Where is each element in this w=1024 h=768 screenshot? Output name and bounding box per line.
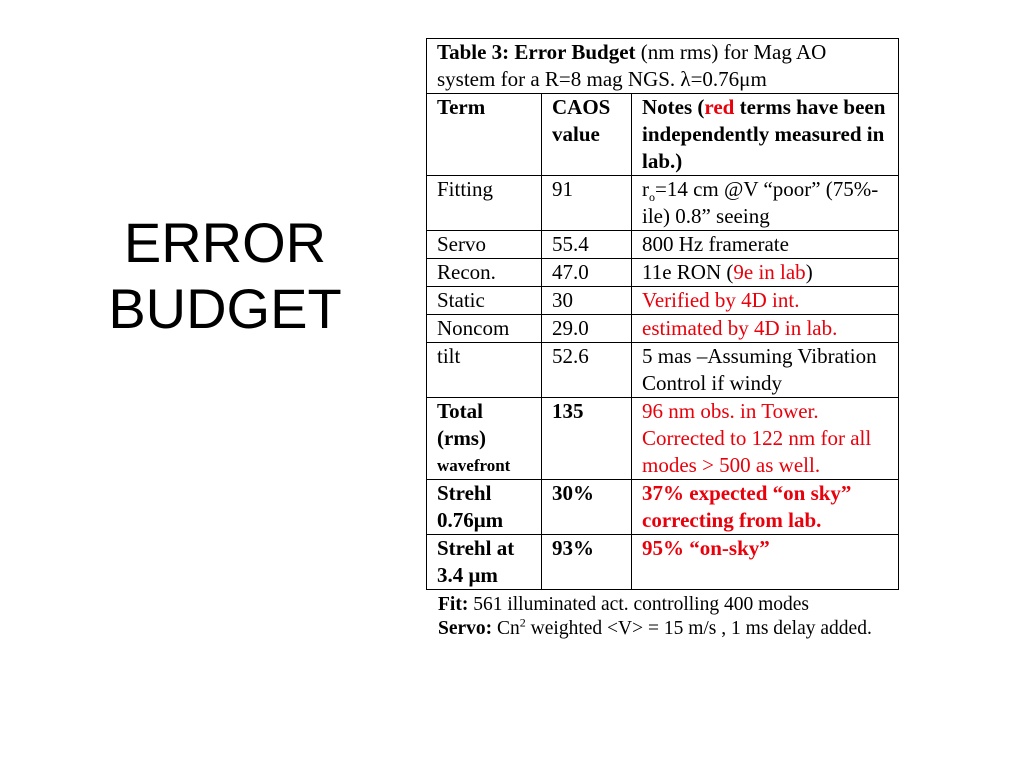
term-line: wavefront xyxy=(437,456,511,475)
table-row xyxy=(427,176,899,231)
header-notes-b: terms have been independently measured in lab.) xyxy=(642,95,886,173)
header-notes-red: red xyxy=(704,95,735,119)
row-term: Static xyxy=(427,287,542,315)
table-row xyxy=(427,231,899,259)
table-caption xyxy=(427,39,899,94)
footnote-label: Fit: xyxy=(438,594,469,615)
footnote-superscript: 2 xyxy=(519,615,526,630)
row-term xyxy=(427,398,542,480)
slide-title-line-2: BUDGET xyxy=(108,277,342,340)
term-line: Strehl at xyxy=(437,536,515,560)
note-part: r xyxy=(642,177,649,201)
note-part: =14 cm @V “poor” (75%-ile) 0.8” seeing xyxy=(642,177,879,228)
caption-bold: Table 3: Error Budget xyxy=(437,40,636,64)
header-notes xyxy=(632,94,899,176)
caption-rest: (nm rms) for Mag AO system for a R=8 mag NGS. λ=0.76μm xyxy=(437,40,827,91)
row-term xyxy=(427,480,542,535)
row-note: 95% “on-sky” xyxy=(632,535,899,590)
row-term: Fitting xyxy=(427,176,542,231)
table-row xyxy=(427,480,899,535)
footnote-text: weighted <V> = 15 m/s , 1 ms delay added. xyxy=(525,618,872,639)
row-note: Verified by 4D int. xyxy=(632,287,899,315)
row-note: 5 mas –Assuming Vibration Control if windy xyxy=(632,343,899,398)
row-note xyxy=(632,259,899,287)
row-value: 91 xyxy=(542,176,632,231)
row-value: 52.6 xyxy=(542,343,632,398)
footnote-text: Cn xyxy=(492,618,520,639)
row-term: Noncom xyxy=(427,315,542,343)
header-notes-a: Notes ( xyxy=(642,95,705,119)
slide-title xyxy=(95,210,355,342)
note-subscript: o xyxy=(649,190,655,205)
table-header-row xyxy=(427,94,899,176)
table-row xyxy=(427,398,899,480)
term-line: 0.76μm xyxy=(437,508,504,532)
note-part: ) xyxy=(805,260,813,284)
table-row xyxy=(427,287,899,315)
row-note: 96 nm obs. in Tower. Corrected to 122 nm for all modes > 500 as well. xyxy=(632,398,899,480)
row-value: 93% xyxy=(542,535,632,590)
row-value: 55.4 xyxy=(542,231,632,259)
row-value: 135 xyxy=(542,398,632,480)
note-part: 11e RON ( xyxy=(642,260,734,284)
slide-title-line-1: ERROR xyxy=(123,211,327,274)
table-row xyxy=(427,535,899,590)
table-caption-row xyxy=(427,39,899,94)
footnote-fit xyxy=(438,593,900,617)
row-term xyxy=(427,535,542,590)
row-value: 29.0 xyxy=(542,315,632,343)
error-budget-table xyxy=(426,38,899,590)
row-note: 800 Hz framerate xyxy=(632,231,899,259)
row-value: 30 xyxy=(542,287,632,315)
error-budget-document xyxy=(426,38,900,641)
row-note: 37% expected “on sky” correcting from lab. xyxy=(632,480,899,535)
row-note: estimated by 4D in lab. xyxy=(632,315,899,343)
footnote-servo xyxy=(438,617,900,641)
table-footnotes xyxy=(426,590,900,641)
footnote-text: 561 illuminated act. controlling 400 modes xyxy=(468,594,809,615)
row-term: Recon. xyxy=(427,259,542,287)
term-line: Strehl xyxy=(437,481,492,505)
row-note xyxy=(632,176,899,231)
row-value: 30% xyxy=(542,480,632,535)
term-line: 3.4 μm xyxy=(437,563,498,587)
footnote-label: Servo: xyxy=(438,618,493,639)
term-line: (rms) xyxy=(437,426,486,450)
row-term: Servo xyxy=(427,231,542,259)
table-row xyxy=(427,343,899,398)
term-line: Total xyxy=(437,399,483,423)
header-term: Term xyxy=(427,94,542,176)
table-row xyxy=(427,259,899,287)
row-value: 47.0 xyxy=(542,259,632,287)
header-caos: CAOS value xyxy=(542,94,632,176)
table-row xyxy=(427,315,899,343)
note-part-red: 9e in lab xyxy=(733,260,806,284)
row-term: tilt xyxy=(427,343,542,398)
